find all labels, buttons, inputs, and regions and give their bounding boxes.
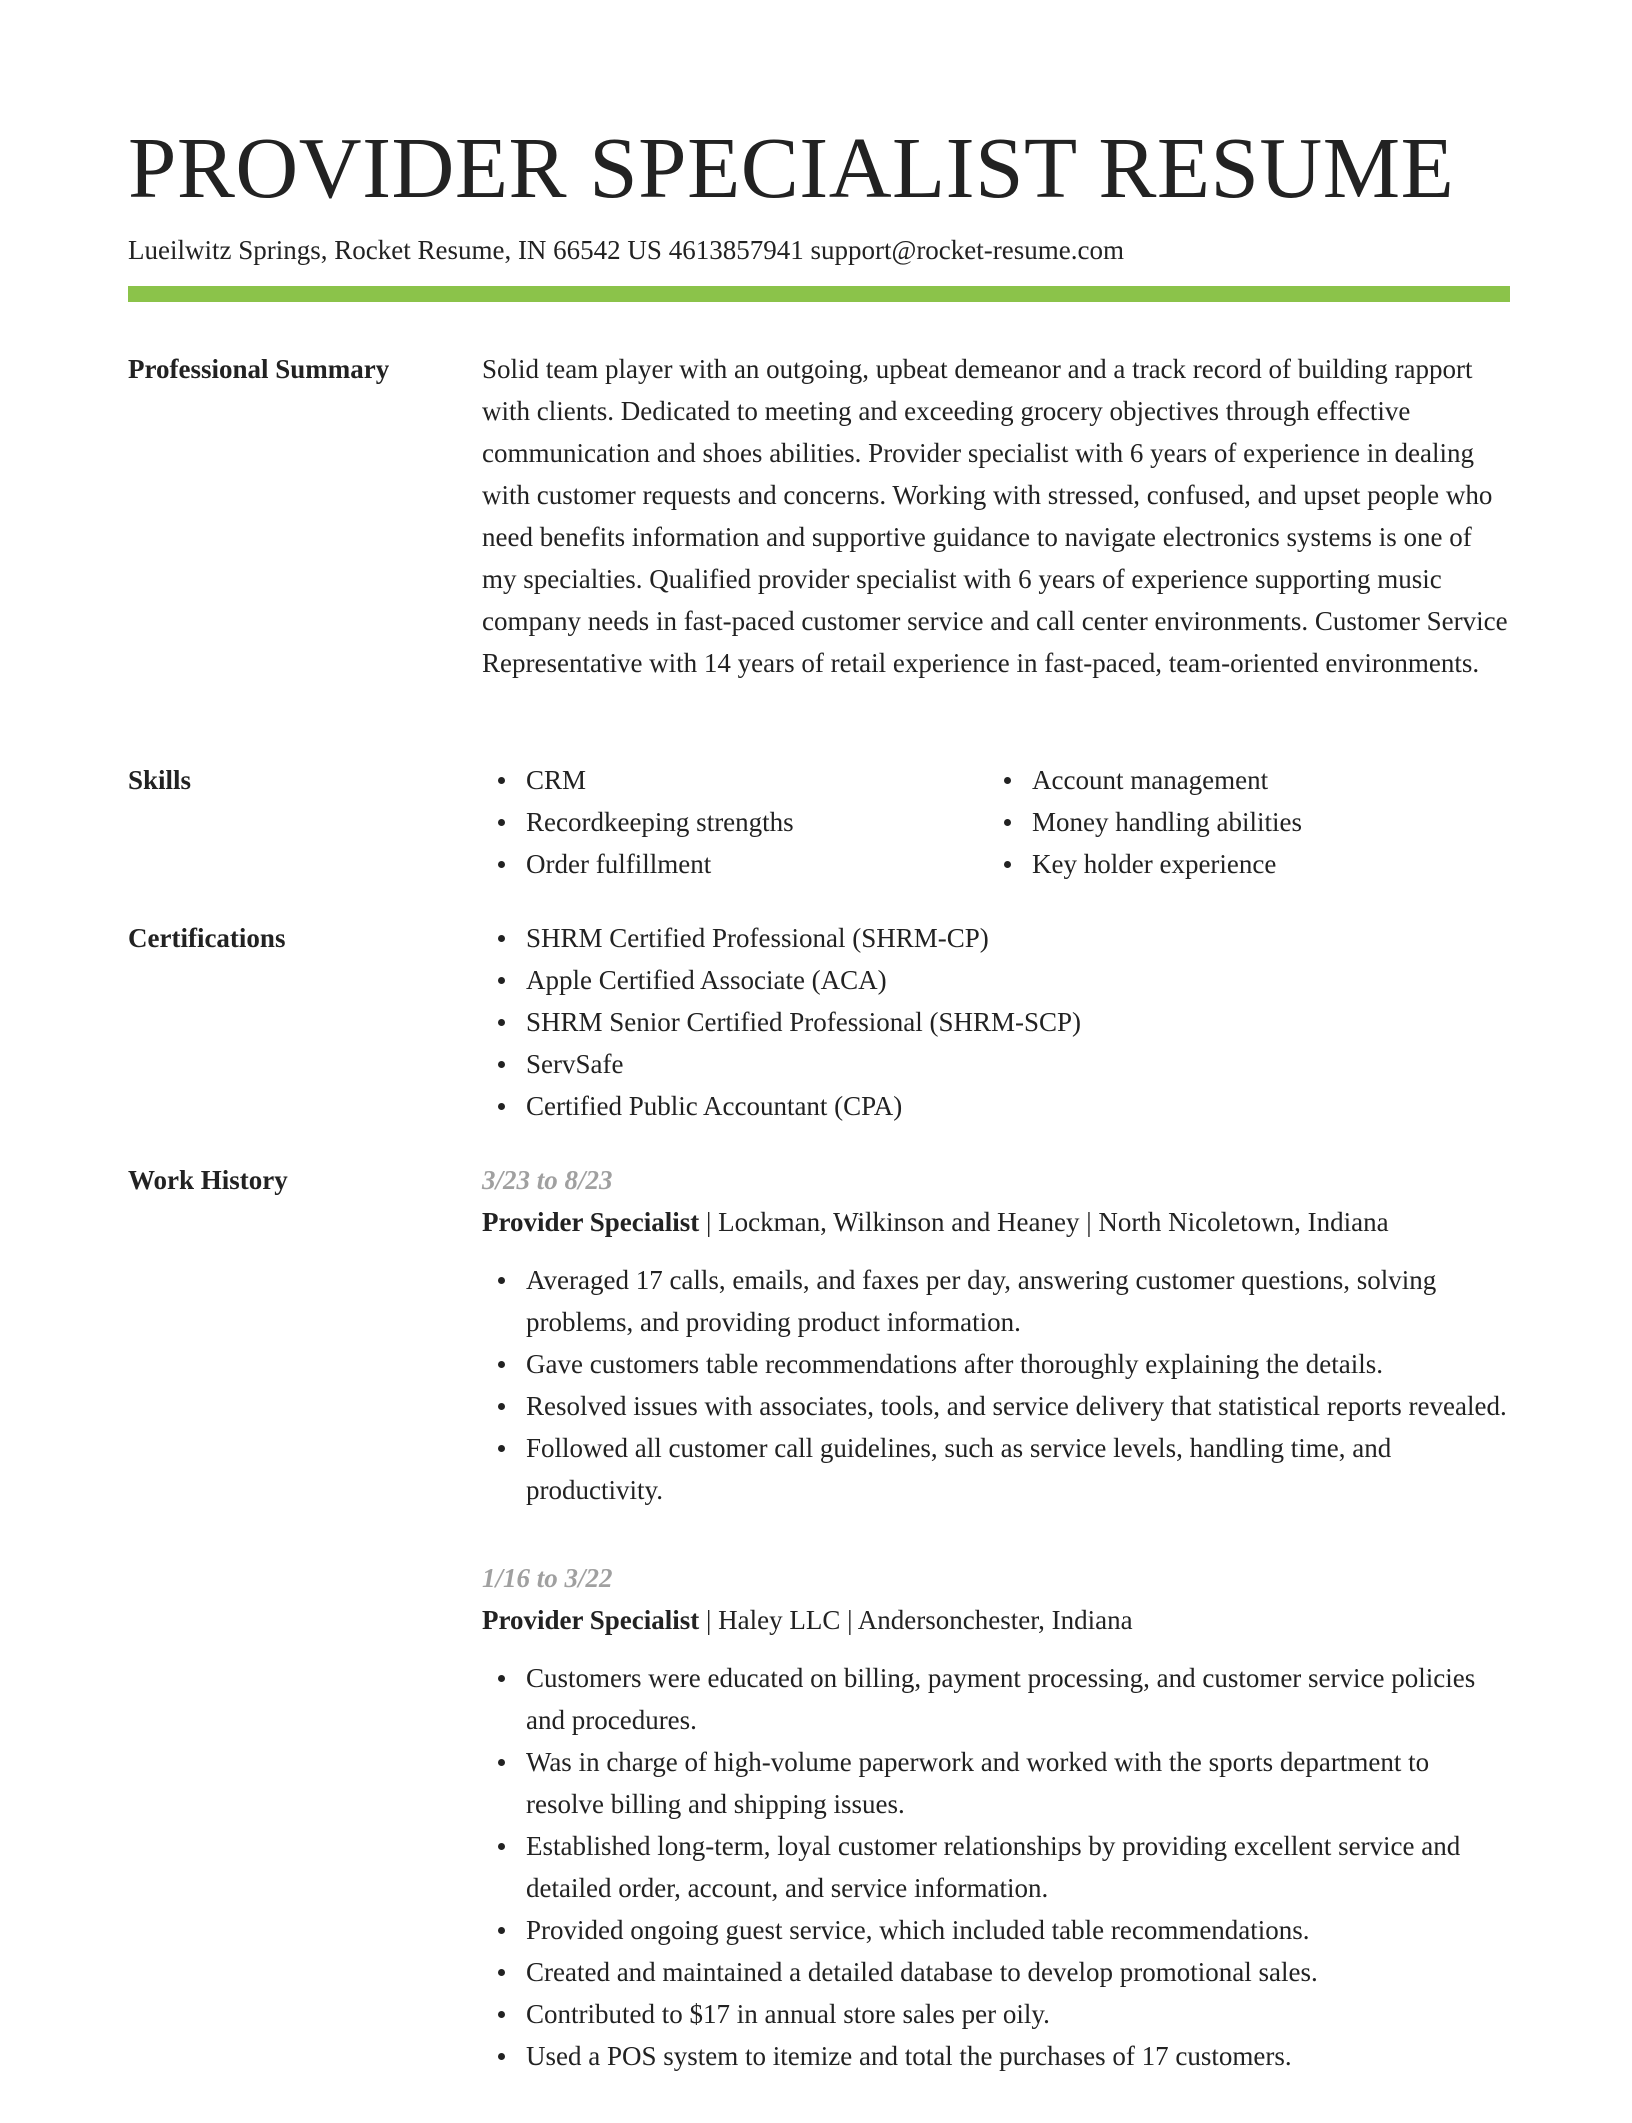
job-bullet: Created and maintained a detailed database to develop promotional sales.	[526, 1951, 1510, 1993]
skills-heading: Skills	[128, 765, 192, 795]
job-entry	[482, 1557, 1510, 2077]
skill-item: Recordkeeping strengths	[526, 801, 988, 843]
job-details: | Lockman, Wilkinson and Heaney | North Nicoletown, Indiana	[699, 1207, 1389, 1237]
certifications-heading: Certifications	[128, 923, 286, 953]
skill-item: Order fulfillment	[526, 843, 988, 885]
job-bullet: Customers were educated on billing, payment processing, and customer service policies and procedures.	[526, 1657, 1510, 1741]
job-bullet: Established long-term, loyal customer relationships by providing excellent service and detailed order, account, and service information.	[526, 1825, 1510, 1909]
job-details: | Haley LLC | Andersonchester, Indiana	[699, 1605, 1133, 1635]
job-entry	[482, 1159, 1510, 1511]
job-title: Provider Specialist	[482, 1207, 700, 1237]
job-heading	[482, 1599, 1510, 1641]
job-title: Provider Specialist	[482, 1605, 700, 1635]
job-bullet: Resolved issues with associates, tools, and service delivery that statistical reports revealed.	[526, 1385, 1510, 1427]
summary-heading: Professional Summary	[128, 354, 390, 384]
skill-item: Money handling abilities	[1032, 801, 1494, 843]
skills-list-right	[988, 759, 1494, 885]
skills-list-left	[482, 759, 988, 885]
job-bullet: Was in charge of high-volume paperwork and worked with the sports department to resolve billing and shipping issues.	[526, 1741, 1510, 1825]
job-bullet: Contributed to $17 in annual store sales per oily.	[526, 1993, 1510, 2035]
job-bullet: Provided ongoing guest service, which included table recommendations.	[526, 1909, 1510, 1951]
contact-line: Lueilwitz Springs, Rocket Resume, IN 66542 US 4613857941 support@rocket-resume.com	[128, 235, 1124, 265]
job-heading	[482, 1201, 1510, 1243]
resume-title: PROVIDER SPECIALIST RESUME	[128, 119, 1455, 216]
skill-item: Account management	[1032, 759, 1494, 801]
job-bullet: Used a POS system to itemize and total the purchases of 17 customers.	[526, 2035, 1510, 2077]
job-bullet: Averaged 17 calls, emails, and faxes per day, answering customer questions, solving problems, and providing product information.	[526, 1259, 1510, 1343]
certifications-list	[482, 917, 1510, 1127]
skill-item: CRM	[526, 759, 988, 801]
header-divider	[128, 286, 1510, 302]
certification-item: SHRM Senior Certified Professional (SHRM-SCP)	[526, 1001, 1510, 1043]
certification-item: ServSafe	[526, 1043, 1510, 1085]
job-dates: 1/16 to 3/22	[482, 1563, 613, 1593]
job-bullets	[482, 1259, 1510, 1511]
job-bullet: Followed all customer call guidelines, such as service levels, handling time, and productivity.	[526, 1427, 1510, 1511]
work-history-heading: Work History	[128, 1165, 288, 1195]
job-dates: 3/23 to 8/23	[482, 1165, 613, 1195]
certification-item: SHRM Certified Professional (SHRM-CP)	[526, 917, 1510, 959]
skill-item: Key holder experience	[1032, 843, 1494, 885]
job-bullet: Gave customers table recommendations after thoroughly explaining the details.	[526, 1343, 1510, 1385]
job-bullets	[482, 1657, 1510, 2077]
summary-text: Solid team player with an outgoing, upbeat demeanor and a track record of building rapport with clients. Dedicated to meeting and exceeding grocery objectives through effective communication and shoes abilities. Provider specialist with 6 years of experience in dealing with customer requests and concerns. Working with stressed, confused, and upset people who need benefits information and supportive guidance to navigate electronics systems is one of my specialties. Qualified provider specialist with 6 years of experience supporting music company needs in fast-paced customer service and call center environments. Customer Service Representative with 14 years of retail experience in fast-paced, team-oriented environments.	[482, 354, 1508, 678]
certification-item: Apple Certified Associate (ACA)	[526, 959, 1510, 1001]
certification-item: Certified Public Accountant (CPA)	[526, 1085, 1510, 1127]
